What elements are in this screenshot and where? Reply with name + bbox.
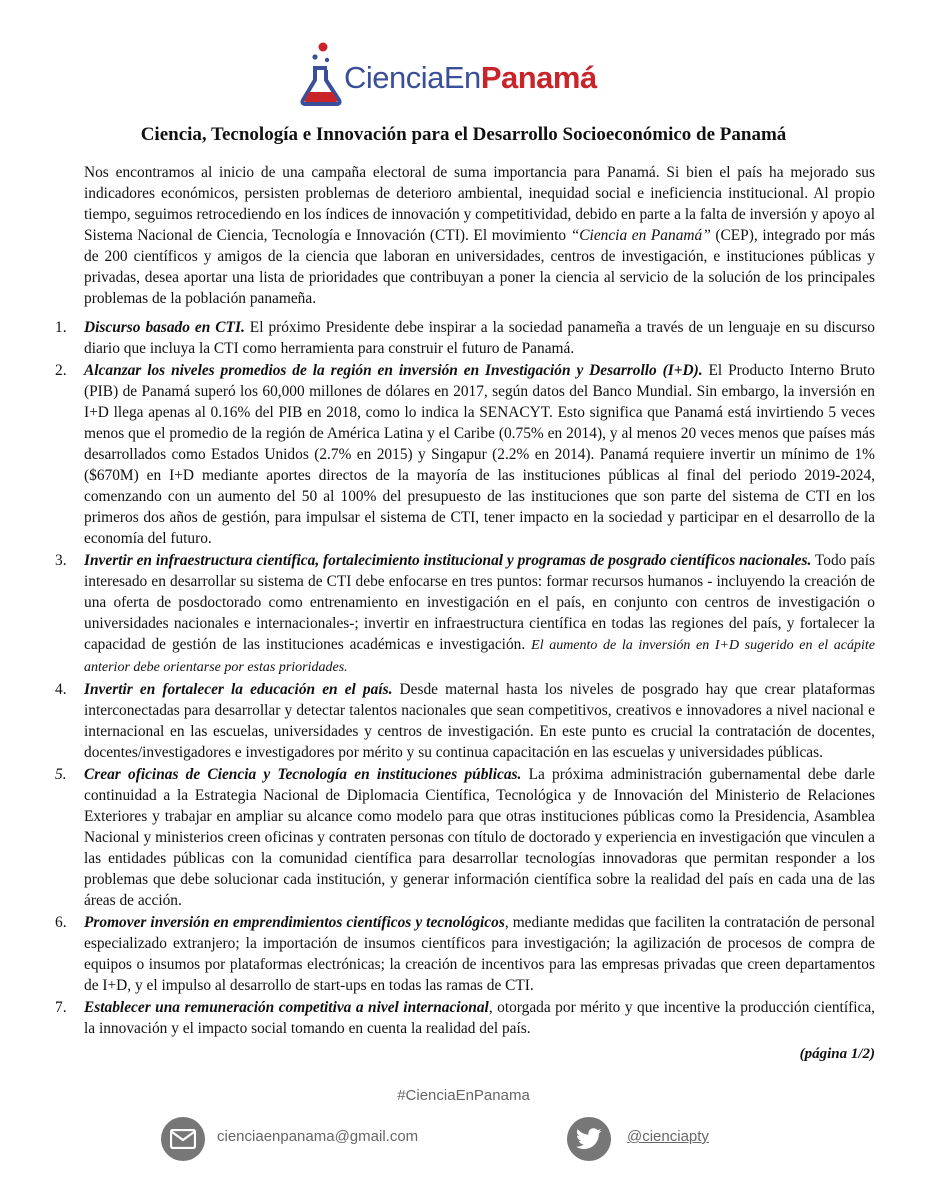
list-item [55,550,875,678]
list-item [55,912,875,996]
email-link[interactable]: cienciaenpanama@gmail.com [217,1128,419,1145]
priorities-list [55,317,875,1040]
item-text: , otorgada por mérito y que incentive la producción científica, la innovación y el impacto social tomando en cuenta la realidad del país. [84,999,876,1037]
twitter-link[interactable]: @cienciapty [627,1128,709,1145]
flask-icon [300,40,342,106]
intro-paragraph: Nos encontramos al inicio de una campaña electoral de suma importancia para Panamá. Si bien el país ha mejorado sus indicadores económicos, persisten problemas de deterioro ambiental, inequidad social e ineficiencia institucional. Al propio tiempo, seguimos retrocediendo en los índices de innovación y competitividad, debido en parte a la falta de inversión y apoyo al Sistema Nacional de Ciencia, Tecnología e Innovación (CTI). El movimiento “Ciencia en Panamá” (CEP), integrado por más de 200 científicos y amigos de la ciencia que laboran en universidades, centros de investigación, e instituciones públicas y privadas, desea aportar una lista de prioridades que contribuyan a poner la ciencia al servicio de la solución de los principales problemas de la población panameña. [84,164,875,307]
item-number: 3. [55,552,67,569]
twitter-icon [567,1117,611,1161]
list-item [55,997,875,1039]
item-heading: Crear oficinas de Ciencia y Tecnología en instituciones públicas. [84,766,522,783]
list-item [55,360,875,549]
logo-wordmark: CienciaEnPanamá [344,60,597,95]
item-heading: Invertir en infraestructura científica, fortalecimiento institucional y programas de posgrado científicos nacionales. [84,552,812,569]
item-text: El próximo Presidente debe inspirar a la sociedad panameña a través de un lenguaje en su discurso diario que incluya la CTI como herramienta para construir el futuro de Panamá. [84,319,875,357]
item-note: El aumento de la inversión en I+D sugerido en el acápite anterior debe orientarse por estas prioridades. [84,638,876,675]
list-item [55,764,875,911]
list-item [55,679,875,763]
item-heading: Invertir en fortalecer la educación en el país. [84,681,393,698]
item-text: Todo país interesado en desarrollar su sistema de CTI debe enfocarse en tres puntos: formar recursos humanos - incluyendo la creación de una oferta de posdoctorado como entrenamiento en investigación en el país, en conjunto con centros de investigación o universidades nacionales e internacionales-; invertir en infraestructura científica en todas las regiones del país, y fortalecer la capacidad de gestión de las instituciones académicas e investigación. [84,552,875,653]
document-title: Ciencia, Tecnología e Innovación para el Desarrollo Socioeconómico de Panamá [140,124,787,145]
item-text: La próxima administración gubernamental debe darle continuidad a la Estrategia Nacional de Diplomacia Científica, Tecnológica y de Innovación del Ministerio de Relaciones Exteriores y trabajar en ampliar su alcance como modelo para que otras instituciones públicas como la Presidencia, Asamblea Nacional y ministerios creen oficinas y contraten personas con título de doctorado y experiencia en investigación que vinculen a las entidades públicas con la comunidad científica para desarrollar tecnologías innovadoras que permitan responder a los problemas que debe solucionar cada institución, y generar información científica sobre la realidad del país en cada una de las áreas de acción. [84,766,875,909]
email-icon [161,1117,205,1161]
list-item [55,317,875,359]
item-heading: Establecer una remuneración competitiva a nivel internacional [84,999,489,1016]
hashtag: #CienciaEnPanama [397,1087,530,1104]
item-text: Desde maternal hasta los niveles de posgrado hay que crear plataformas interconectadas para desarrollar y detectar talentos nacionales que sean competitivos, creativos e innovadores a nivel nacional e internacional en las escuelas, universidades y centros de investigación. En este punto es crucial la contratación de docentes, docentes/investigadores e investigadores por mérito y su continua capacitación en las escuelas y universidades públicas. [84,681,875,761]
item-number: 7. [55,999,67,1016]
logo [300,38,597,108]
page-number: (página 1/2) [799,1046,875,1062]
item-number: 4. [55,681,67,698]
item-number: 2. [55,362,67,379]
item-heading: Alcanzar los niveles promedios de la región en inversión en Investigación y Desarrollo (I+D). [84,362,703,379]
item-heading: Discurso basado en CTI. [84,319,245,336]
item-text: , mediante medidas que faciliten la contratación de personal especializado extranjero; la importación de insumos científicos para investigación; la agilización de procesos de compra de equipos o insumos por plataformas electrónicas; la creación de incentivos para las empresas privadas que creen departamentos de I+D, y el impulso al desarrollo de start-ups en todas las ramas de CTI. [84,914,875,994]
item-number: 6. [55,914,67,931]
item-heading: Promover inversión en emprendimientos científicos y tecnológicos [84,914,505,931]
item-text: El Producto Interno Bruto (PIB) de Panamá superó los 60,000 millones de dólares en 2017, según datos del Banco Mundial. Sin embargo, la inversión en I+D llega apenas al 0.16% del PIB en 2018, como lo indica la SENACYT. Esto significa que Panamá está invirtiendo 5 veces menos que el promedio de la región de América Latina y el Caribe (0.75% en 2014), y al menos 20 veces menos que países más desarrollados como Estados Unidos (2.7% en 2015) y Singapur (2.2% en 2014). Panamá requiere invertir un mínimo de 1% ($670M) en I+D mediante aportes directos de la mayoría de las instituciones públicas al final del periodo 2019-2024, comenzando con un aumento del 50 al 100% del presupuesto de las instituciones que son parte del sistema de CTI en los primeros dos años de gestión, para impulsar el sistema de CTI, tener impacto en la sociedad y participar en el desarrollo de la economía del futuro. [84,362,875,547]
item-number: 5. [55,766,67,783]
item-number: 1. [55,319,67,336]
